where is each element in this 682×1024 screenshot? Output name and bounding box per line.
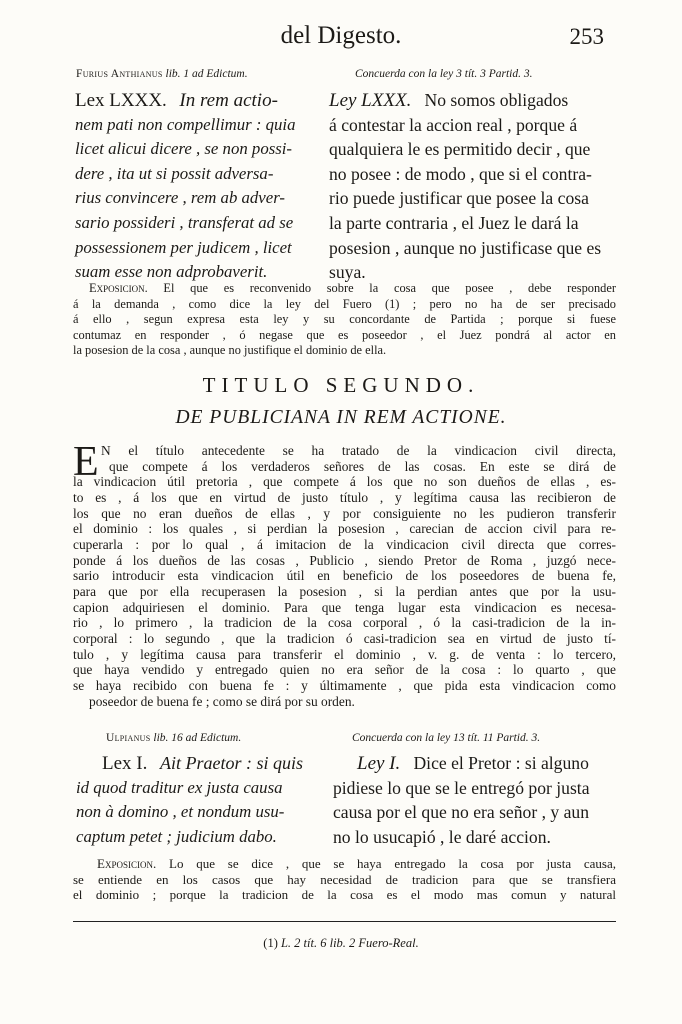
expo-line: la posesion de la cosa , aunque no justifique el dominio de ella. [73,343,387,358]
citation-left-bottom [106,732,241,744]
latin-line: rius convincere , rem ab adver- [75,188,285,208]
citation-author: Furius Anthianus [76,68,163,80]
expo-line: á la demanda , como dice la ley del Fuero (1) ; pero no ha de ser precisado [73,296,616,311]
intro-paragraph [73,439,616,709]
running-head: del Digesto. [280,22,402,49]
exposicion-2 [73,856,616,903]
expo-line: el dominio ; porque la tradicion de la cosa es el modo mas comun y natural [73,887,616,903]
spanish-line [329,90,601,115]
ley-heading: Ley I. [357,753,401,774]
latin-line: non à domino , et nondum usu- [76,802,285,822]
spanish-first-rest: Dice el Pretor : si alguno [413,753,589,773]
citation-author: Ulpianus [106,732,151,744]
expo-first-rest: El que es reconvenido sobre la cosa que posee , debe responder [163,281,616,295]
exposicion-label: Exposicion. [89,281,148,295]
page-number: 253 [569,24,604,49]
citation-left-top [76,68,248,80]
expo-line: contumaz en responder , ó negase que es poseedor , el Juez pondrá al actor en [73,327,616,342]
latin-line: suam esse non adprobaverit. [75,262,268,282]
spanish-line: á contestar la accion real , porque á [329,114,578,135]
intro-line: ponde á los dueños de las cosas , Publicio , siendo Pretor de Roma , juzgó nece- [73,552,616,568]
latin-line: licet alicui dicere , se non possi- [75,139,293,159]
intro-line: sario introducir esta vindicacion útil en beneficio de los poseedores de buena fe, [73,568,616,584]
latin-first-rest: In rem actio- [179,90,278,111]
spanish-line [333,753,590,778]
latin-line [75,90,295,115]
intro-line: rio , lo primero , la tradicion de la cosa corporal , ó la casi-tradicion de la in- [73,615,616,631]
intro-line: el dominio : los quales , si perdian la posesion , carecian de accion civil para re- [73,521,616,537]
citation-right-top: Concuerda con la ley 3 tít. 3 Partid. 3. [355,68,533,80]
latin-line: id quod traditur ex justa causa [76,777,283,797]
intro-line: capion adquiriesen el dominio. Para que tenga lugar esta vindicacion es necesa- [73,599,616,615]
expo-line [73,281,616,297]
spanish-line: qualquiera le es permitido decir , que [329,139,591,160]
spanish-line: no posee : de modo , que si el contra- [329,163,592,184]
exposicion-label: Exposicion. [97,856,157,871]
section-title: TITULO SEGUNDO. [202,373,480,397]
lex-heading: Lex I. [102,753,148,774]
intro-line: que compete á los verdaderos señores de las cosas. En este se dirá de [109,458,616,474]
ley-heading: Ley LXXX. [329,90,412,111]
latin-first-rest: Ait Praetor : si quis [159,753,303,773]
spanish-line: pidiese lo que se le entregó por justa [333,777,590,798]
citation-ref: lib. 1 ad Edictum. [165,68,248,80]
intro-line: N el título antecedente se ha tratado de la vindicacion civil directa, [101,443,616,458]
drop-cap: E [73,439,99,485]
lex-heading: Lex LXXX. [75,90,167,111]
latin-line: nem pati non compellimur : quia [75,114,296,134]
footnote-rule [73,921,616,922]
expo-line: se entiende en los casos que hay necesidad de tradicion para que se transfiera [73,871,616,887]
intro-line: se haya recibido con buena fe : y últimamente , que pida esta vindicacion como [73,677,616,693]
intro-line: que haya vendido y entregado quien no era señor de la cosa : lo quarto , que [73,662,616,678]
section-subtitle: DE PUBLICIANA IN REM ACTIONE. [175,407,507,428]
spanish-line: rio puede justificar que posee la cosa [329,188,589,209]
intro-line: poseedor de buena fe ; como se dirá por su orden. [89,693,355,709]
citation-right-bottom: Concuerda con la ley 13 tít. 11 Partid. 3. [352,732,541,744]
citation-ref: lib. 16 ad Edictum. [153,732,242,744]
intro-line: los que no eran dueños de ellas , y por consiguiente no les pudieron transferir [73,505,616,521]
spanish-line: la parte contraria , el Juez le dará la [329,212,579,233]
footnote-text: L. 2 tít. 6 lib. 2 Fuero-Real. [280,936,419,950]
expo-line: á ello , segun expresa esta ley y su concordante de Partida ; porque si fuese [73,312,616,327]
intro-line: to es , á los que en virtud de justo título , y legítima causa las recibieron de [73,489,616,505]
intro-line: tulo , y legítima causa para transferir el dominio , v. g. de venta : lo tercero, [73,646,616,662]
footnote-marker: (1) [263,936,278,950]
latin-line: captum petet ; judicium dabo. [76,826,277,846]
intro-line: corporal : lo segundo , que la tradicion ó casi-tradicion sea en virtud de justo tí- [73,630,616,646]
spanish-column-ley1 [333,753,590,851]
spanish-line: causa por el que no era señor , y aun [333,802,589,823]
latin-column-lex1 [76,753,303,851]
intro-line: cuperarla : por lo qual , á imitacion de la vindicacion civil directa que corres- [73,536,616,552]
spanish-first-rest: No somos obligados [424,90,569,110]
latin-column-lex80 [75,90,295,287]
spanish-line: no lo usucapió , le daré accion. [333,826,551,847]
expo-first-rest: Lo que se dice , que se haya entregado la cosa por justa causa, [169,856,616,871]
expo-line [73,856,616,872]
exposicion-1 [73,281,616,359]
spanish-line: posesion , aunque no justificase que es [329,237,602,258]
latin-line: dere , ita ut si possit adversa- [75,163,274,183]
latin-line: possessionem per judicem , licet [75,237,292,257]
intro-line: la vindicacion útil pretoria , que compete á los que no son dueños de ellas , es- [73,474,616,490]
spanish-line: suya. [329,262,366,283]
latin-line: sario possideri , transferat ad se [75,212,294,232]
footnote [0,936,682,951]
intro-line: para que por ella recuperasen la posesion , si la perdian antes que por la usu- [73,583,616,599]
spanish-column-ley80 [329,90,601,287]
latin-line [76,753,303,778]
